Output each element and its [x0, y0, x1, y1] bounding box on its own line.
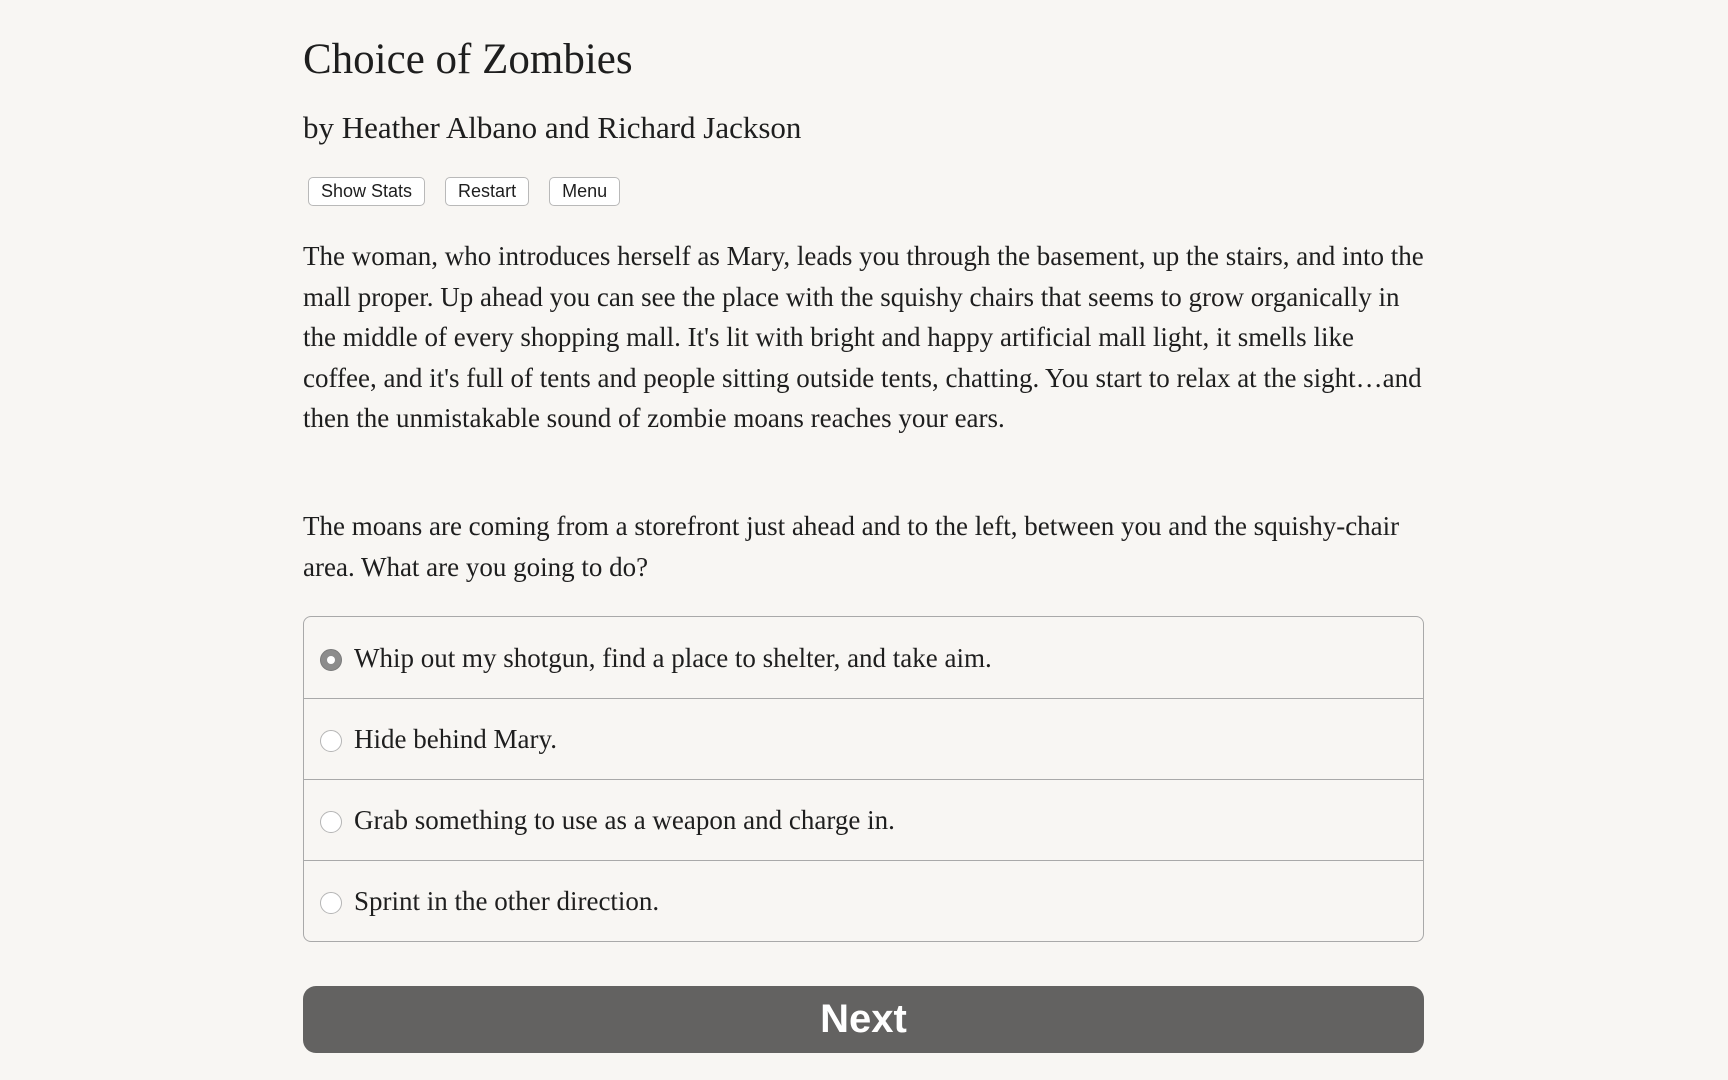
- choice-option-hide[interactable]: [304, 698, 1423, 779]
- radio-unselected-icon[interactable]: [320, 730, 342, 752]
- radio-unselected-icon[interactable]: [320, 811, 342, 833]
- choice-label: Hide behind Mary.: [354, 724, 557, 754]
- radio-unselected-icon[interactable]: [320, 892, 342, 914]
- choice-option-shotgun[interactable]: [304, 617, 1423, 698]
- choice-option-charge[interactable]: [304, 779, 1423, 860]
- choice-label: Sprint in the other direction.: [354, 886, 660, 916]
- game-title: Choice of Zombies: [303, 36, 633, 83]
- menu-button[interactable]: Menu: [549, 177, 620, 206]
- toolbar: [308, 177, 620, 206]
- story-paragraph-1: The woman, who introduces herself as Mary, leads you through the basement, up the stairs, and into the mall proper. Up ahead you can see the place with the squishy chairs that seems to grow organically in the middle of every shopping mall. It's lit with bright and happy artificial mall light, it smells like coffee, and it's full of tents and people sitting outside tents, chatting. You start to relax at the sight…and then the unmistakable sound of zombie moans reaches your ears.: [303, 241, 1424, 433]
- choice-list: [303, 616, 1424, 942]
- game-byline: by Heather Albano and Richard Jackson: [303, 110, 802, 145]
- show-stats-button[interactable]: Show Stats: [308, 177, 425, 206]
- story-paragraph-2: The moans are coming from a storefront just ahead and to the left, between you and the squishy-chair area. What are you going to do?: [303, 511, 1400, 582]
- radio-selected-icon[interactable]: [320, 649, 342, 671]
- next-button[interactable]: Next: [303, 986, 1424, 1053]
- choice-label: Whip out my shotgun, find a place to shelter, and take aim.: [354, 642, 992, 673]
- choice-option-sprint[interactable]: [304, 860, 1423, 941]
- restart-button[interactable]: Restart: [445, 177, 529, 206]
- choice-label: Grab something to use as a weapon and charge in.: [354, 805, 895, 835]
